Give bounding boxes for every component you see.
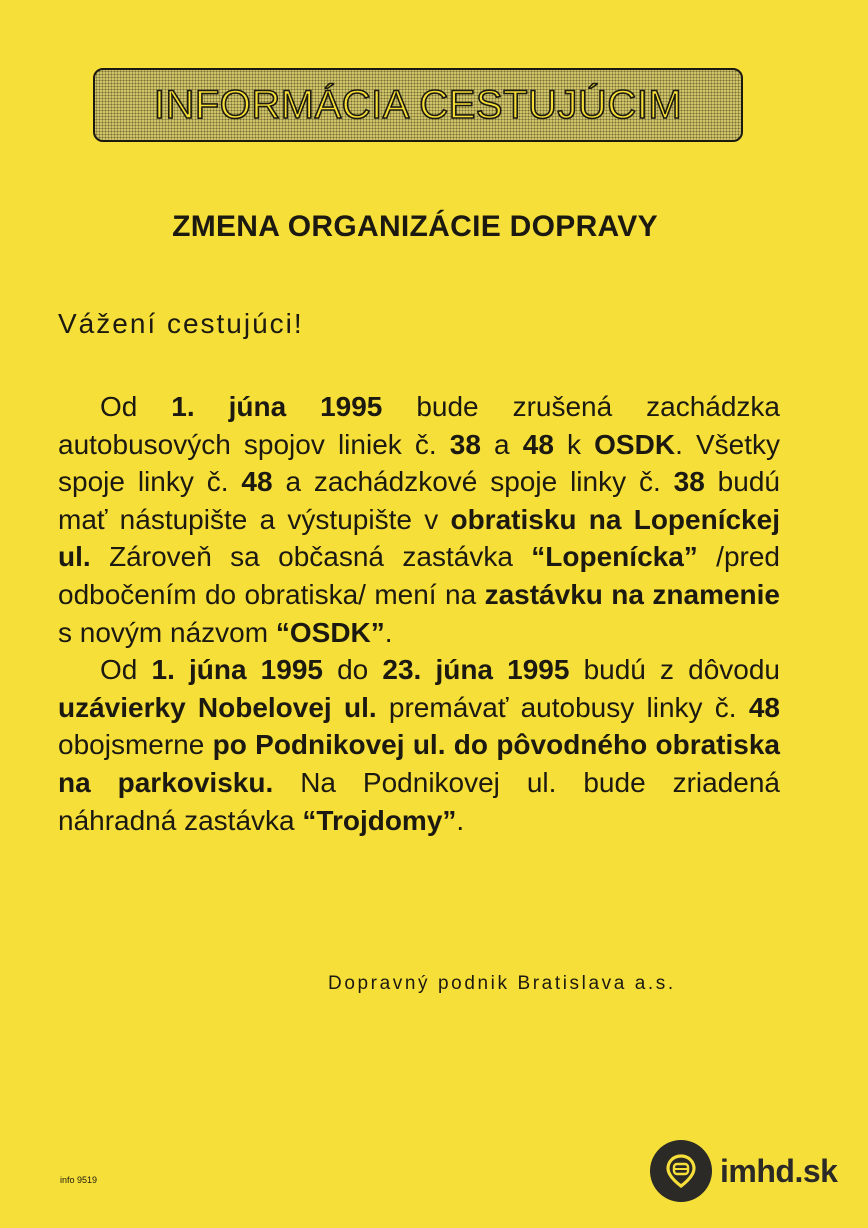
text: Na Podnikovej ul. bude zriadená náhradná zastávka bbox=[58, 766, 780, 836]
text: a zachádzkové spoje linky č. bbox=[272, 466, 674, 498]
bold-text: 48 bbox=[522, 428, 554, 460]
imhd-logo bbox=[650, 1140, 837, 1202]
bold-text: 48 bbox=[748, 691, 780, 723]
bold-text: “Trojdomy” bbox=[302, 804, 457, 836]
text: Od bbox=[100, 654, 152, 686]
signature: Dopravný podnik Bratislava a.s. bbox=[328, 973, 676, 994]
bold-text: uzávierky Nobelovej ul. bbox=[58, 691, 377, 723]
reference-code: info 9519 bbox=[60, 1175, 98, 1185]
greeting: Vážení cestujúci! bbox=[58, 308, 304, 339]
bold-text: 38 bbox=[673, 466, 705, 498]
bold-text: po Podnikovej ul. do pôvodného obratiska na parkovisku. bbox=[58, 729, 780, 798]
bold-text: zastávku na znamenie bbox=[484, 578, 780, 610]
bold-text: 1. júna 1995 bbox=[171, 391, 383, 422]
text: do bbox=[322, 654, 383, 686]
bold-text: “Lopenícka” bbox=[531, 541, 698, 573]
text: . bbox=[456, 804, 465, 836]
text: Od bbox=[100, 391, 172, 422]
text: budú z dôvodu bbox=[569, 654, 780, 686]
text: a bbox=[480, 428, 523, 460]
bold-text: 48 bbox=[241, 466, 273, 498]
bold-text: 38 bbox=[449, 428, 481, 460]
subtitle: ZMENA ORGANIZÁCIE DOPRAVY bbox=[172, 210, 658, 243]
bold-text: “OSDK” bbox=[275, 616, 385, 648]
notice-body bbox=[58, 388, 780, 839]
logo-text: imhd.sk bbox=[720, 1152, 838, 1189]
text: budú mať nástupište a výstupište v bbox=[58, 466, 780, 535]
text: obojsmerne bbox=[58, 729, 213, 761]
text: /pred odbočením do obratiska/ mení na bbox=[58, 541, 780, 610]
bold-text: OSDK bbox=[594, 428, 676, 460]
header-banner bbox=[93, 68, 743, 142]
text: premávať autobusy linky č. bbox=[376, 691, 749, 723]
text: k bbox=[553, 428, 595, 460]
paragraph-1 bbox=[58, 388, 780, 651]
text: s novým názvom bbox=[58, 616, 276, 648]
text: bude zrušená zachádzka autobusových spojov liniek č. bbox=[58, 391, 780, 460]
paragraph-2 bbox=[58, 651, 780, 839]
bold-text: 23. júna 1995 bbox=[382, 654, 570, 686]
text: . bbox=[384, 616, 393, 648]
text: . Všetky spoje linky č. bbox=[58, 428, 780, 498]
bold-text: obratisku na Lopeníckej ul. bbox=[58, 503, 780, 573]
text: Zároveň sa občasná zastávka bbox=[90, 541, 532, 573]
bold-text: 1. júna 1995 bbox=[151, 654, 323, 686]
header-title: INFORMÁCIA CESTUJÚCIM bbox=[153, 83, 683, 127]
map-pin-icon bbox=[650, 1140, 712, 1202]
